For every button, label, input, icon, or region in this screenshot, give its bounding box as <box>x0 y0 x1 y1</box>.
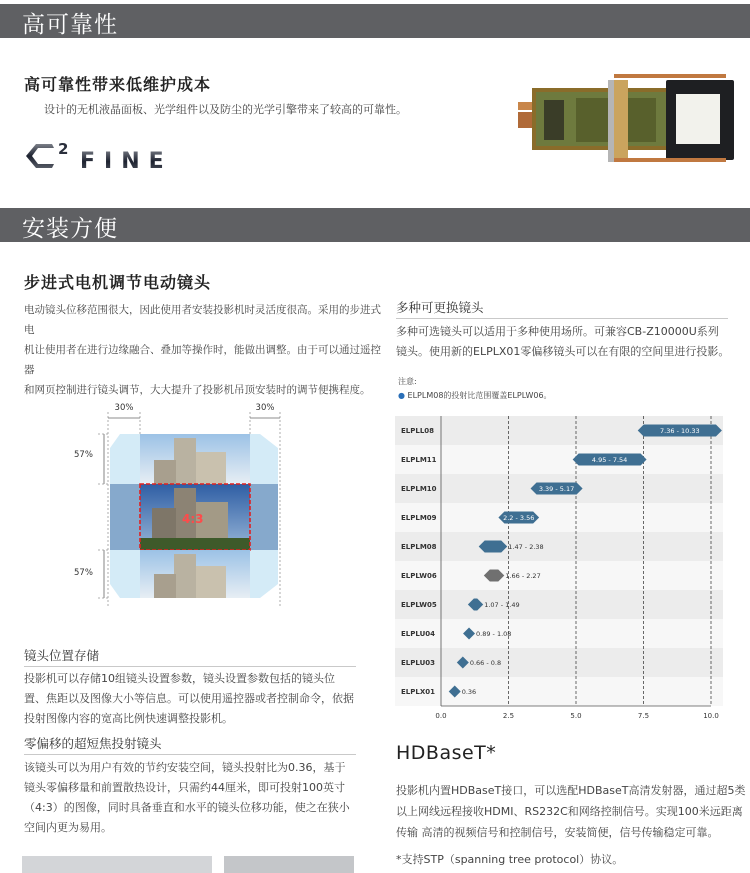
range-label: 1.47 - 2.38 <box>508 543 544 551</box>
section-title: 安装方便 <box>22 216 118 242</box>
note-label: 注意: <box>398 377 417 386</box>
reliability-desc: 设计的无机液晶面板、光学组件以及防尘的光学引擎带来了较高的可靠性。 <box>44 103 407 116</box>
v-shift-bottom-label: 57% <box>74 568 93 578</box>
note-text: ELPLM08的投射比范围覆盖ELPLW06。 <box>407 391 552 400</box>
note-line <box>398 390 552 401</box>
lens-name-label: ELPLM09 <box>401 514 437 522</box>
divider <box>396 318 728 319</box>
lens-name-label: ELPLX01 <box>401 688 435 696</box>
lens-name-label: ELPLW06 <box>401 572 437 580</box>
text-line: 投射图像内容的宽高比例快速调整投影机。 <box>24 712 233 725</box>
thumbnail-image <box>224 856 354 873</box>
reliability-heading: 高可靠性带来低维护成本 <box>24 75 212 94</box>
text-line: 投影机可以存储10组镜头设置参数，镜头设置参数包括的镜头位 <box>24 672 335 685</box>
section-bar-installation <box>0 208 750 242</box>
text-line: 投影机内置HDBaseT接口，可以选配HDBaseT高清发射器，通过超5类 <box>396 784 746 797</box>
h-shift-right-label: 30% <box>255 403 275 413</box>
svg-text:FINE: FINE <box>80 149 173 174</box>
hdbaset-desc <box>396 780 746 843</box>
h-shift-left-label: 30% <box>114 403 134 413</box>
divider <box>24 754 356 755</box>
v-shift-top-label: 57% <box>74 450 93 460</box>
text-line: 传输 高清的视频信号和控制信号，安装简便，信号传输稳定可靠。 <box>396 826 719 839</box>
bullet-icon: ● <box>398 391 405 400</box>
throw-ratio-bar <box>479 541 508 553</box>
text-line: 多种可选镜头可以适用于多种使用场所。可兼容CB-Z10000U系列 <box>396 325 719 338</box>
section-title: 高可靠性 <box>22 12 118 38</box>
section-bar-reliability <box>0 4 750 38</box>
lens-name-label: ELPLL08 <box>401 427 435 435</box>
chart-row-bg <box>395 561 723 590</box>
lens-name-label: ELPLM08 <box>401 543 437 551</box>
lens-shift-desc <box>24 300 384 400</box>
chart-row-bg <box>395 445 723 474</box>
lens-options-desc <box>396 322 729 362</box>
range-label: 0.66 - 0.8 <box>469 659 502 667</box>
thumbnail-image <box>22 856 212 873</box>
text-line: 以上网线远程接收HDMI、RS232C和网络控制信号。实现100米远距离 <box>396 805 743 818</box>
lens-name-label: ELPLM11 <box>401 456 437 464</box>
chart-row-bg <box>395 648 723 677</box>
range-label: 1.07 - 1.49 <box>484 601 520 609</box>
range-label: 4.95 - 7.54 <box>591 456 628 464</box>
x-tick-label: 5.0 <box>570 712 582 720</box>
lens-options-title: 多种可更换镜头 <box>396 300 484 315</box>
lens-name-label: ELPLM10 <box>401 485 437 493</box>
zero-offset-title: 零偏移的超短焦投射镜头 <box>24 736 162 751</box>
c2fine-logo <box>24 138 209 178</box>
chart-row-bg <box>395 619 723 648</box>
throw-ratio-chart <box>395 412 725 728</box>
x-tick-label: 0.0 <box>435 712 447 720</box>
desc-line: 电动镜头位移范围很大，因此使用者安装投影机时灵活度很高。采用的步进式电 <box>24 304 381 336</box>
range-label: 0.89 - 1.08 <box>476 630 512 638</box>
text-line: 镜头零偏移量和前置散热设计，只需约44厘米，即可投射100英寸 <box>24 781 345 794</box>
chart-row-bg <box>395 677 723 706</box>
desc-line: 机让使用者在进行边缘融合、叠加等操作时，能做出调整。由于可以通过遥控器 <box>24 344 381 376</box>
hdbaset-title: HDBaseT* <box>396 742 497 764</box>
lens-memory-title: 镜头位置存储 <box>24 648 100 663</box>
text-line: 置、焦距以及图像大小等信息。可以使用遥控器或者控制命令，依据 <box>24 692 354 705</box>
lens-shift-diagram <box>70 398 300 614</box>
aspect-label: 4:3 <box>182 512 204 526</box>
lens-name-label: ELPLU04 <box>401 630 436 638</box>
hdbaset-footnote: *支持STP（spanning tree protocol）协议。 <box>396 853 624 866</box>
chart-row-bg <box>395 532 723 561</box>
divider <box>24 666 356 667</box>
x-tick-label: 2.5 <box>502 712 515 720</box>
text-line: （4:3）的图像，同时具备垂直和水平的镜头位移功能，使之在狭小 <box>24 801 350 814</box>
chart-row-bg <box>395 590 723 619</box>
lens-name-label: ELPLW05 <box>401 601 437 609</box>
text-line: 该镜头可以为用户有效的节约安装空间，镜头投射比为0.36，基于 <box>24 761 346 774</box>
range-label: 0.36 <box>461 688 477 696</box>
x-tick-label: 10.0 <box>703 712 719 720</box>
x-tick-label: 7.5 <box>637 712 650 720</box>
svg-text:2: 2 <box>58 140 69 158</box>
desc-line: 和网页控制进行镜头调节，大大提升了投影机吊顶安装时的调节便携程度。 <box>24 384 371 396</box>
lens-name-label: ELPLU03 <box>401 659 436 667</box>
text-line: 空间内更为易用。 <box>24 821 112 834</box>
lens-shift-heading: 步进式电机调节电动镜头 <box>24 273 212 292</box>
range-label: 7.36 - 10.33 <box>660 427 700 435</box>
zero-offset-desc <box>24 758 350 838</box>
range-label: 3.39 - 5.17 <box>538 485 575 493</box>
range-label: 2.2 - 3.56 <box>503 514 535 522</box>
lens-memory-desc <box>24 669 354 729</box>
range-label: 1.66 - 2.27 <box>505 572 541 580</box>
lcd-panel-image <box>516 74 736 168</box>
text-line: 镜头。使用新的ELPLX01零偏移镜头可以在有限的空间里进行投影。 <box>396 345 730 358</box>
chart-row-bg <box>395 503 723 532</box>
